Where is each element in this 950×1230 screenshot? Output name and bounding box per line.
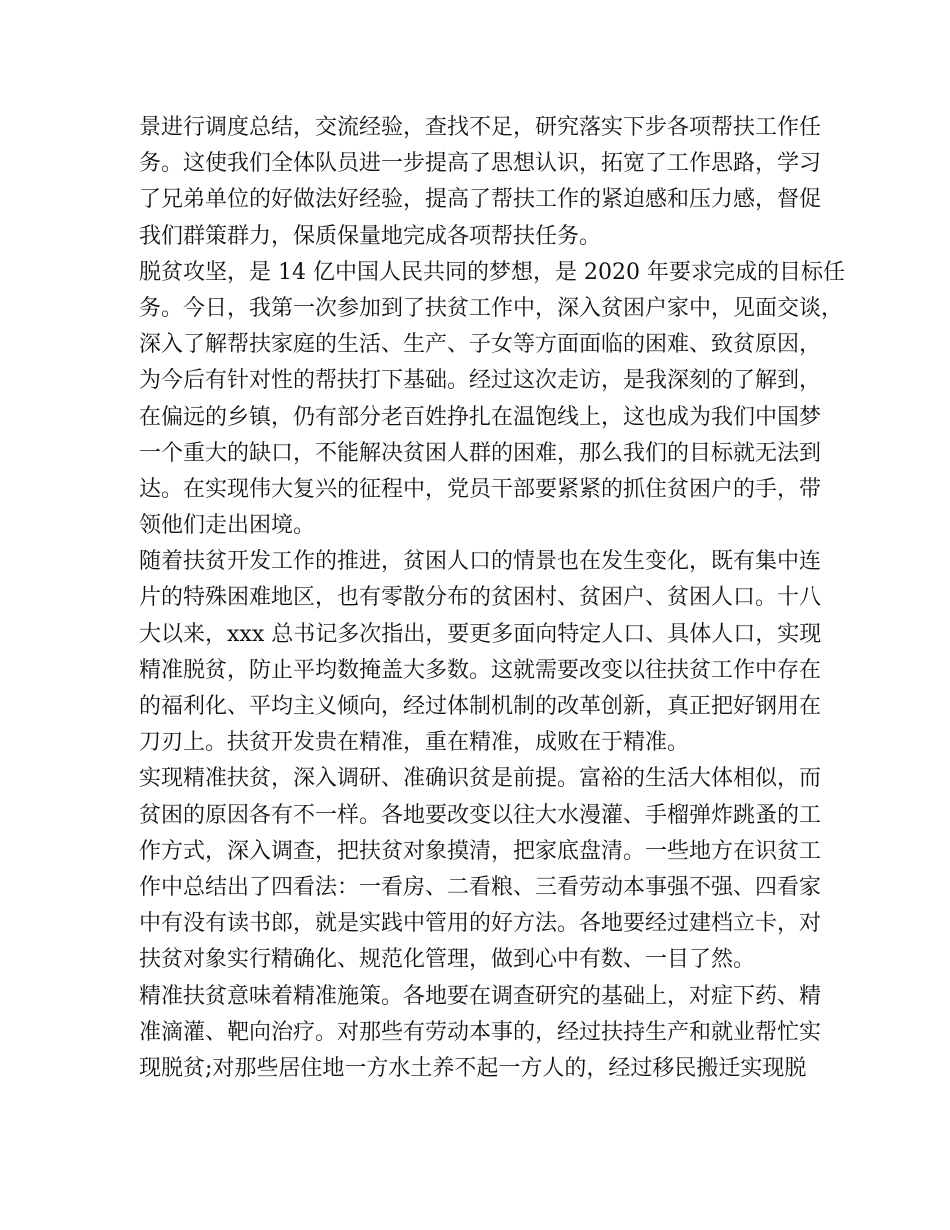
text-line: 贫困的原因各有不一样。各地要改变以往大水漫灌、手榴弹炸跳蚤的工 bbox=[139, 802, 822, 828]
text-line: 准滴灌、靶向治疗。对那些有劳动本事的，经过扶持生产和就业帮忙实 bbox=[139, 1019, 822, 1045]
text-line: 一个重大的缺口，不能解决贫困人群的困难，那么我们的目标就无法到 bbox=[139, 440, 822, 466]
text-line: 我们群策群力，保质保量地完成各项帮扶任务。 bbox=[139, 223, 602, 249]
text-line: 务。今日，我第一次参加到了扶贫工作中，深入贫困户家中，见面交谈， bbox=[139, 295, 844, 321]
text-line: 景进行调度总结，交流经验，查找不足，研究落实下步各项帮扶工作任 bbox=[139, 115, 822, 140]
text-line: 随着扶贫开发工作的推进，贫困人口的情景也在发生变化，既有集中连 bbox=[139, 549, 822, 575]
text-line: 大以来，xxx 总书记多次指出，要更多面向特定人口、具体人口，实现 bbox=[139, 621, 822, 647]
paragraph-2 bbox=[139, 255, 845, 545]
text-line: 作方式，深入调查，把扶贫对象摸清，把家底盘清。一些地方在识贫工 bbox=[139, 838, 822, 864]
text-line: 片的特殊困难地区，也有零散分布的贫困村、贫困户、贫困人口。十八 bbox=[139, 585, 822, 611]
text-line: 了兄弟单位的好做法好经验，提高了帮扶工作的紧迫感和压力感，督促 bbox=[139, 187, 822, 213]
text-line: 务。这使我们全体队员进一步提高了思想认识，拓宽了工作思路，学习 bbox=[139, 151, 822, 177]
text-line: 刀刃上。扶贫开发贵在精准，重在精准，成败在于精准。 bbox=[139, 730, 690, 756]
paragraph-3 bbox=[139, 544, 829, 761]
text-line: 为今后有针对性的帮扶打下基础。经过这次走访，是我深刻的了解到， bbox=[139, 368, 822, 394]
paragraph-4 bbox=[139, 761, 829, 978]
text-line: 达。在实现伟大复兴的征程中，党员干部要紧紧的抓住贫困户的手，带 bbox=[139, 476, 822, 502]
text-line: 扶贫对象实行精确化、规范化管理，做到心中有数、一目了然。 bbox=[139, 947, 756, 973]
text-line: 在偏远的乡镇，仍有部分老百姓挣扎在温饱线上，这也成为我们中国梦 bbox=[139, 404, 822, 430]
paragraph-5 bbox=[139, 979, 829, 1088]
text-line: 深入了解帮扶家庭的生活、生产、子女等方面面临的困难、致贫原因， bbox=[139, 332, 822, 358]
text-line: 精准扶贫意味着精准施策。各地要在调查研究的基础上，对症下药、精 bbox=[139, 983, 822, 1009]
body-text bbox=[139, 110, 845, 1087]
text-line: 实现精准扶贫，深入调研、准确识贫是前提。富裕的生活大体相似，而 bbox=[139, 766, 822, 792]
text-line: 中有没有读书郎，就是实践中管用的好方法。各地要经过建档立卡，对 bbox=[139, 911, 822, 937]
text-line: 领他们走出困境。 bbox=[139, 513, 316, 539]
text-line: 现脱贫;对那些居住地一方水土养不起一方人的，经过移民搬迁实现脱 bbox=[139, 1055, 807, 1081]
text-line: 脱贫攻坚，是 14 亿中国人民共同的梦想，是 2020 年要求完成的目标任 bbox=[139, 259, 845, 285]
paragraph-1 bbox=[139, 110, 829, 255]
text-line: 作中总结出了四看法：一看房、二看粮、三看劳动本事强不强、四看家 bbox=[139, 874, 822, 900]
text-line: 的福利化、平均主义倾向，经过体制机制的改革创新，真正把好钢用在 bbox=[139, 694, 822, 719]
text-line: 精准脱贫，防止平均数掩盖大多数。这就需要改变以往扶贫工作中存在 bbox=[139, 657, 822, 683]
